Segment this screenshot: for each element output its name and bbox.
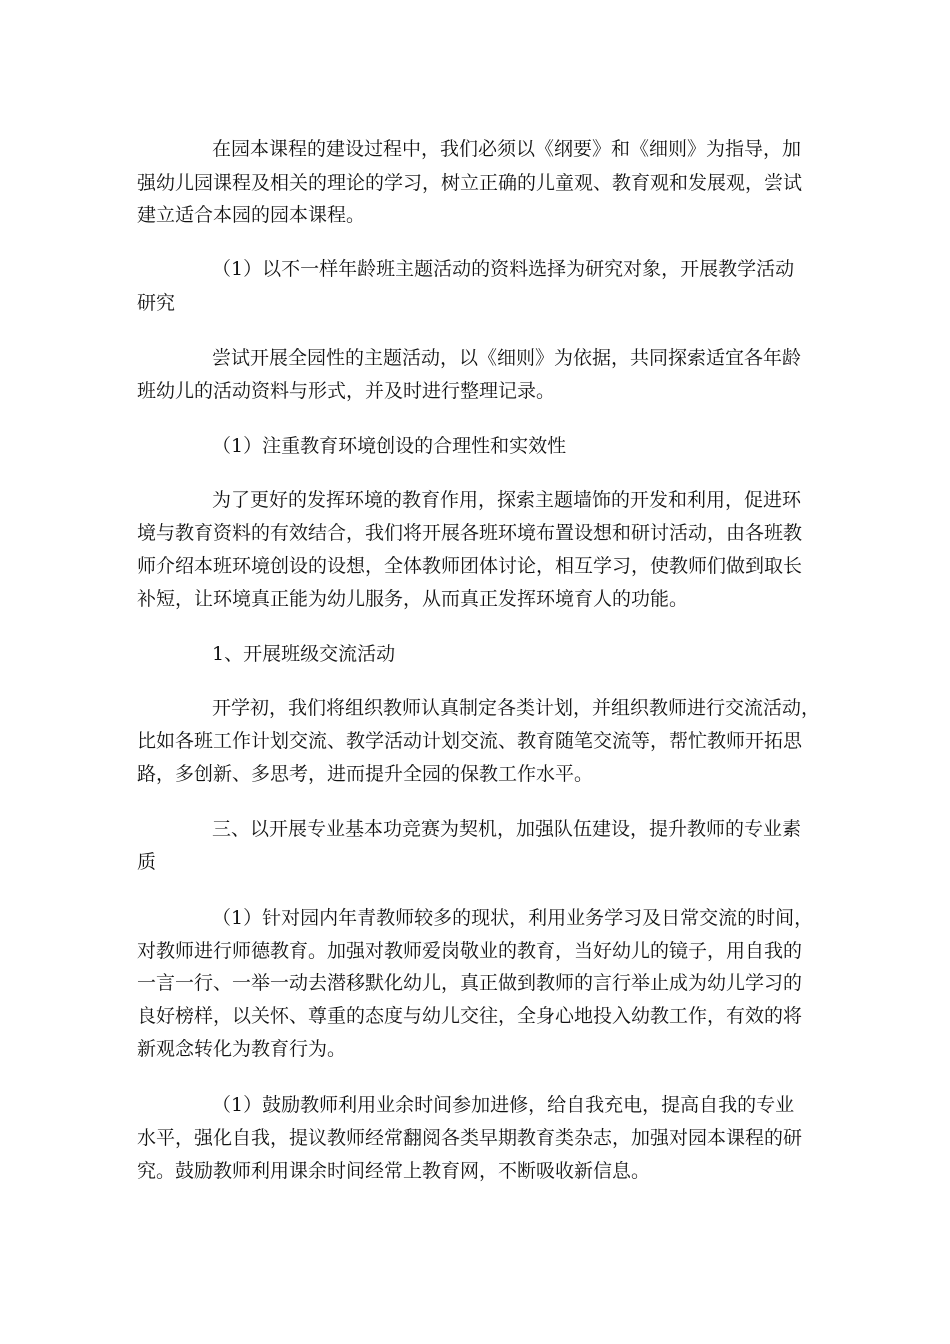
paragraph-8-line-1: 三、以开展专业基本功竞赛为契机，加强队伍建设，提升教师的专业素 <box>212 818 802 840</box>
paragraph-1-line-2: 强幼儿园课程及相关的理论的学习，树立正确的儿童观、教育观和发展观，尝试 <box>137 172 803 194</box>
paragraph-10-line-2: 水平，强化自我，提议教师经常翻阅各类早期教育类杂志，加强对园本课程的研 <box>137 1127 803 1149</box>
paragraph-9-line-4: 良好榜样，以关怀、尊重的态度与幼儿交往，全身心地投入幼教工作，有效的将 <box>137 1005 803 1027</box>
paragraph-3-line-2: 班幼儿的活动资料与形式，并及时进行整理记录。 <box>137 380 556 402</box>
paragraph-2-line-1: （1）以不一样年龄班主题活动的资料选择为研究对象，开展教学活动 <box>212 258 795 280</box>
paragraph-4-line-1: （1）注重教育环境创设的合理性和实效性 <box>212 435 567 457</box>
paragraph-5-line-4: 补短，让环境真正能为幼儿服务，从而真正发挥环境育人的功能。 <box>137 588 689 610</box>
paragraph-1-line-3: 建立适合本园的园本课程。 <box>137 204 366 226</box>
paragraph-10-line-3: 究。鼓励教师利用课余时间经常上教育网，不断吸收新信息。 <box>137 1160 651 1182</box>
paragraph-5-line-1: 为了更好的发挥环境的教育作用，探索主题墙饰的开发和利用，促进环 <box>212 489 802 511</box>
paragraph-9-line-2: 对教师进行师德教育。加强对教师爱岗敬业的教育，当好幼儿的镜子，用自我的 <box>137 940 803 962</box>
paragraph-3-line-1: 尝试开展全园性的主题活动，以《细则》为依据，共同探索适宜各年龄 <box>212 347 802 369</box>
paragraph-5-line-2: 境与教育资料的有效结合，我们将开展各班环境布置设想和研讨活动，由各班教 <box>137 522 803 544</box>
paragraph-6-line-1: 1、开展班级交流活动 <box>212 643 396 665</box>
paragraph-7-line-2: 比如各班工作计划交流、教学活动计划交流、教育随笔交流等，帮忙教师开拓思 <box>137 730 803 752</box>
paragraph-7-line-3: 路，多创新、多思考，进而提升全园的保教工作水平。 <box>137 763 594 785</box>
paragraph-9-line-1: （1）针对园内年青教师较多的现状，利用业务学习及日常交流的时间， <box>212 907 814 929</box>
paragraph-7-line-1: 开学初，我们将组织教师认真制定各类计划，并组织教师进行交流活动， <box>212 697 821 719</box>
paragraph-9-line-3: 一言一行、一举一动去潜移默化幼儿，真正做到教师的言行举止成为幼儿学习的 <box>137 972 803 994</box>
paragraph-9-line-5: 新观念转化为教育行为。 <box>137 1038 347 1060</box>
paragraph-2-line-2: 研究 <box>137 292 176 314</box>
paragraph-10-line-1: （1）鼓励教师利用业余时间参加进修，给自我充电，提高自我的专业 <box>212 1094 795 1116</box>
paragraph-1-line-1: 在园本课程的建设过程中，我们必须以《纲要》和《细则》为指导，加 <box>212 138 802 160</box>
paragraph-5-line-3: 师介绍本班环境创设的设想，全体教师团体讨论，相互学习，使教师们做到取长 <box>137 555 803 577</box>
paragraph-8-line-2: 质 <box>137 851 157 873</box>
